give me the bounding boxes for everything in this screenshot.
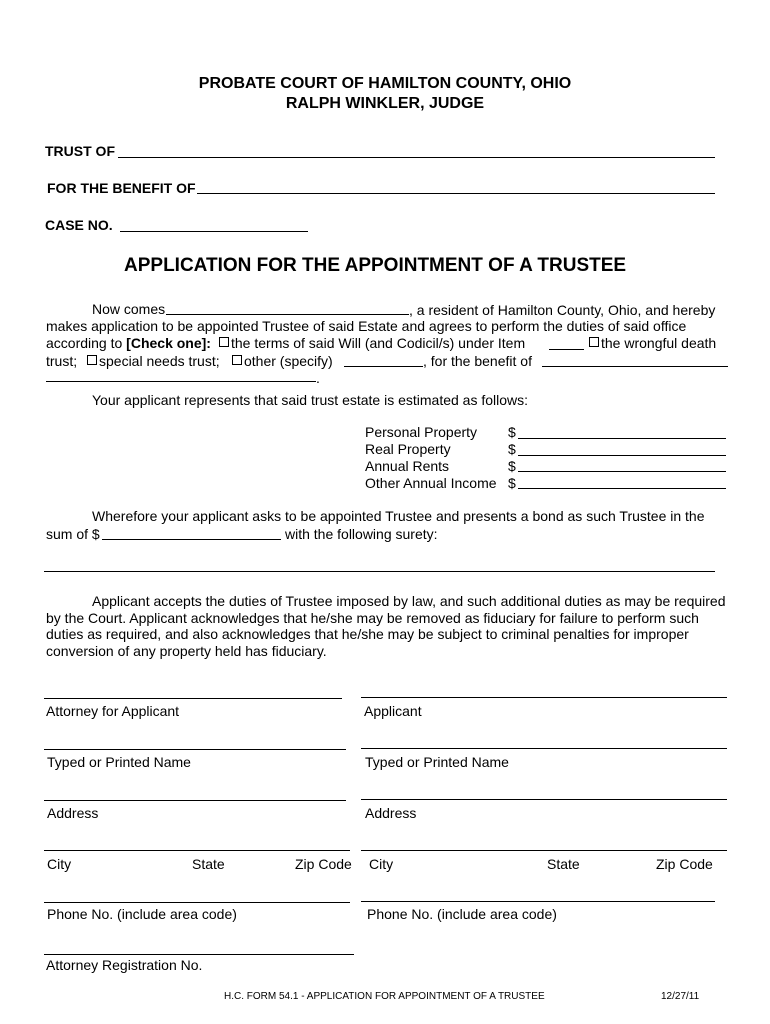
for-benefit-text: , for the benefit of	[423, 353, 532, 369]
estimate-intro: Your applicant represents that said trust estate is estimated as follows:	[92, 392, 529, 408]
trust-text: trust;	[46, 353, 78, 369]
other-specify-field[interactable]	[344, 366, 423, 367]
court-name: PROBATE COURT OF HAMILTON COUNTY, OHIO	[198, 75, 572, 92]
attorney-state-label: State	[192, 856, 225, 872]
applicant-city-line[interactable]	[361, 850, 727, 851]
para1-line3	[46, 335, 211, 351]
option-special-needs[interactable]	[87, 353, 220, 369]
dollar-sign: $	[508, 475, 516, 491]
applicant-address-line[interactable]	[361, 799, 727, 800]
trust-of-field[interactable]	[118, 157, 715, 158]
attorney-signature-line[interactable]	[44, 698, 342, 699]
option-other-label: other (specify)	[244, 353, 333, 369]
period-text: .	[316, 370, 320, 386]
judge-name: RALPH WINKLER, JUDGE	[285, 95, 485, 112]
according-to-text: according to	[46, 335, 127, 351]
case-no-field[interactable]	[120, 231, 308, 232]
surety-field[interactable]	[44, 571, 715, 572]
special-needs-checkbox[interactable]	[87, 355, 97, 365]
para1-line2: makes application to be appointed Trustee of said Estate and agrees to perform the duties of said office	[46, 318, 687, 334]
annual-rents-label: Annual Rents	[365, 458, 450, 474]
applicant-label: Applicant	[364, 703, 422, 719]
annual-rents-field[interactable]	[518, 471, 726, 472]
real-property-field[interactable]	[518, 455, 726, 456]
bond-amount-field[interactable]	[102, 539, 281, 540]
other-checkbox[interactable]	[232, 355, 242, 365]
attorney-address-line[interactable]	[44, 800, 346, 801]
other-income-field[interactable]	[518, 488, 726, 489]
form-date: 12/27/11	[661, 991, 700, 1002]
other-income-label: Other Annual Income	[365, 475, 497, 491]
surety-text: with the following surety:	[285, 526, 438, 542]
personal-property-field[interactable]	[518, 438, 726, 439]
applicant-address-label: Address	[365, 805, 417, 821]
duties-line1: Applicant accepts the duties of Trustee imposed by law, and such additional duties as may be required	[92, 593, 726, 609]
will-checkbox[interactable]	[219, 337, 229, 347]
applicant-zip-label: Zip Code	[656, 856, 713, 872]
applicant-name-field[interactable]	[166, 314, 409, 315]
option-will[interactable]	[219, 335, 525, 351]
attorney-city-label: City	[47, 856, 72, 872]
case-no-label: CASE NO.	[45, 217, 113, 233]
option-special-label: special needs trust;	[99, 353, 220, 369]
attorney-name-line[interactable]	[44, 749, 346, 750]
applicant-name-label: Typed or Printed Name	[365, 754, 509, 770]
real-property-label: Real Property	[365, 441, 451, 457]
check-one-text: [Check one]:	[126, 335, 211, 351]
personal-property-label: Personal Property	[365, 424, 478, 440]
attorney-label: Attorney for Applicant	[46, 703, 180, 719]
attorney-phone-label: Phone No. (include area code)	[47, 906, 237, 922]
attorney-zip-label: Zip Code	[295, 856, 352, 872]
benefit-of-field[interactable]	[197, 193, 715, 194]
option-wrongful[interactable]	[589, 335, 716, 351]
benefit-continuation-field[interactable]	[46, 381, 316, 382]
attorney-address-label: Address	[47, 805, 99, 821]
attorney-city-line[interactable]	[44, 850, 350, 851]
trust-of-label: TRUST OF	[45, 143, 115, 159]
wrongful-death-checkbox[interactable]	[589, 337, 599, 347]
applicant-name-line[interactable]	[361, 748, 727, 749]
benefit-of-label: FOR THE BENEFIT OF	[47, 180, 196, 196]
applicant-phone-line[interactable]	[361, 901, 715, 902]
form-footer: H.C. FORM 54.1 - APPLICATION FOR APPOINTMENT OF A TRUSTEE	[224, 991, 545, 1002]
dollar-sign: $	[508, 458, 516, 474]
applicant-city-label: City	[369, 856, 394, 872]
bond-line1: Wherefore your applicant asks to be appointed Trustee and presents a bond as such Trustee in the	[92, 508, 705, 524]
option-wrongful-label: the wrongful death	[601, 335, 717, 351]
option-other[interactable]	[232, 353, 333, 369]
dollar-sign: $	[508, 424, 516, 440]
duties-line3: duties as required, and also acknowledges that he/she may be subject to criminal penalties for improper	[46, 626, 689, 642]
dollar-sign: $	[508, 441, 516, 457]
applicant-signature-line[interactable]	[361, 697, 727, 698]
resident-text: , a resident of Hamilton County, Ohio, and hereby	[409, 302, 716, 318]
form-title: APPLICATION FOR THE APPOINTMENT OF A TRUSTEE	[124, 255, 627, 276]
applicant-phone-label: Phone No. (include area code)	[367, 906, 557, 922]
will-item-field[interactable]	[549, 349, 584, 350]
now-comes-text: Now comes	[92, 301, 166, 317]
attorney-registration-label: Attorney Registration No.	[46, 957, 203, 973]
benefit-of-name-field[interactable]	[542, 366, 728, 367]
attorney-name-label: Typed or Printed Name	[47, 754, 191, 770]
duties-line2: by the Court. Applicant acknowledges that he/she may be removed as fiduciary for failure to perform such	[46, 610, 699, 626]
duties-line4: conversion of any property held has fiduciary.	[46, 643, 327, 659]
applicant-state-label: State	[547, 856, 580, 872]
option-will-label: the terms of said Will (and Codicil/s) under Item	[231, 335, 526, 351]
attorney-registration-line[interactable]	[44, 954, 354, 955]
sum-of-text: sum of $	[46, 526, 100, 542]
attorney-phone-line[interactable]	[44, 902, 350, 903]
